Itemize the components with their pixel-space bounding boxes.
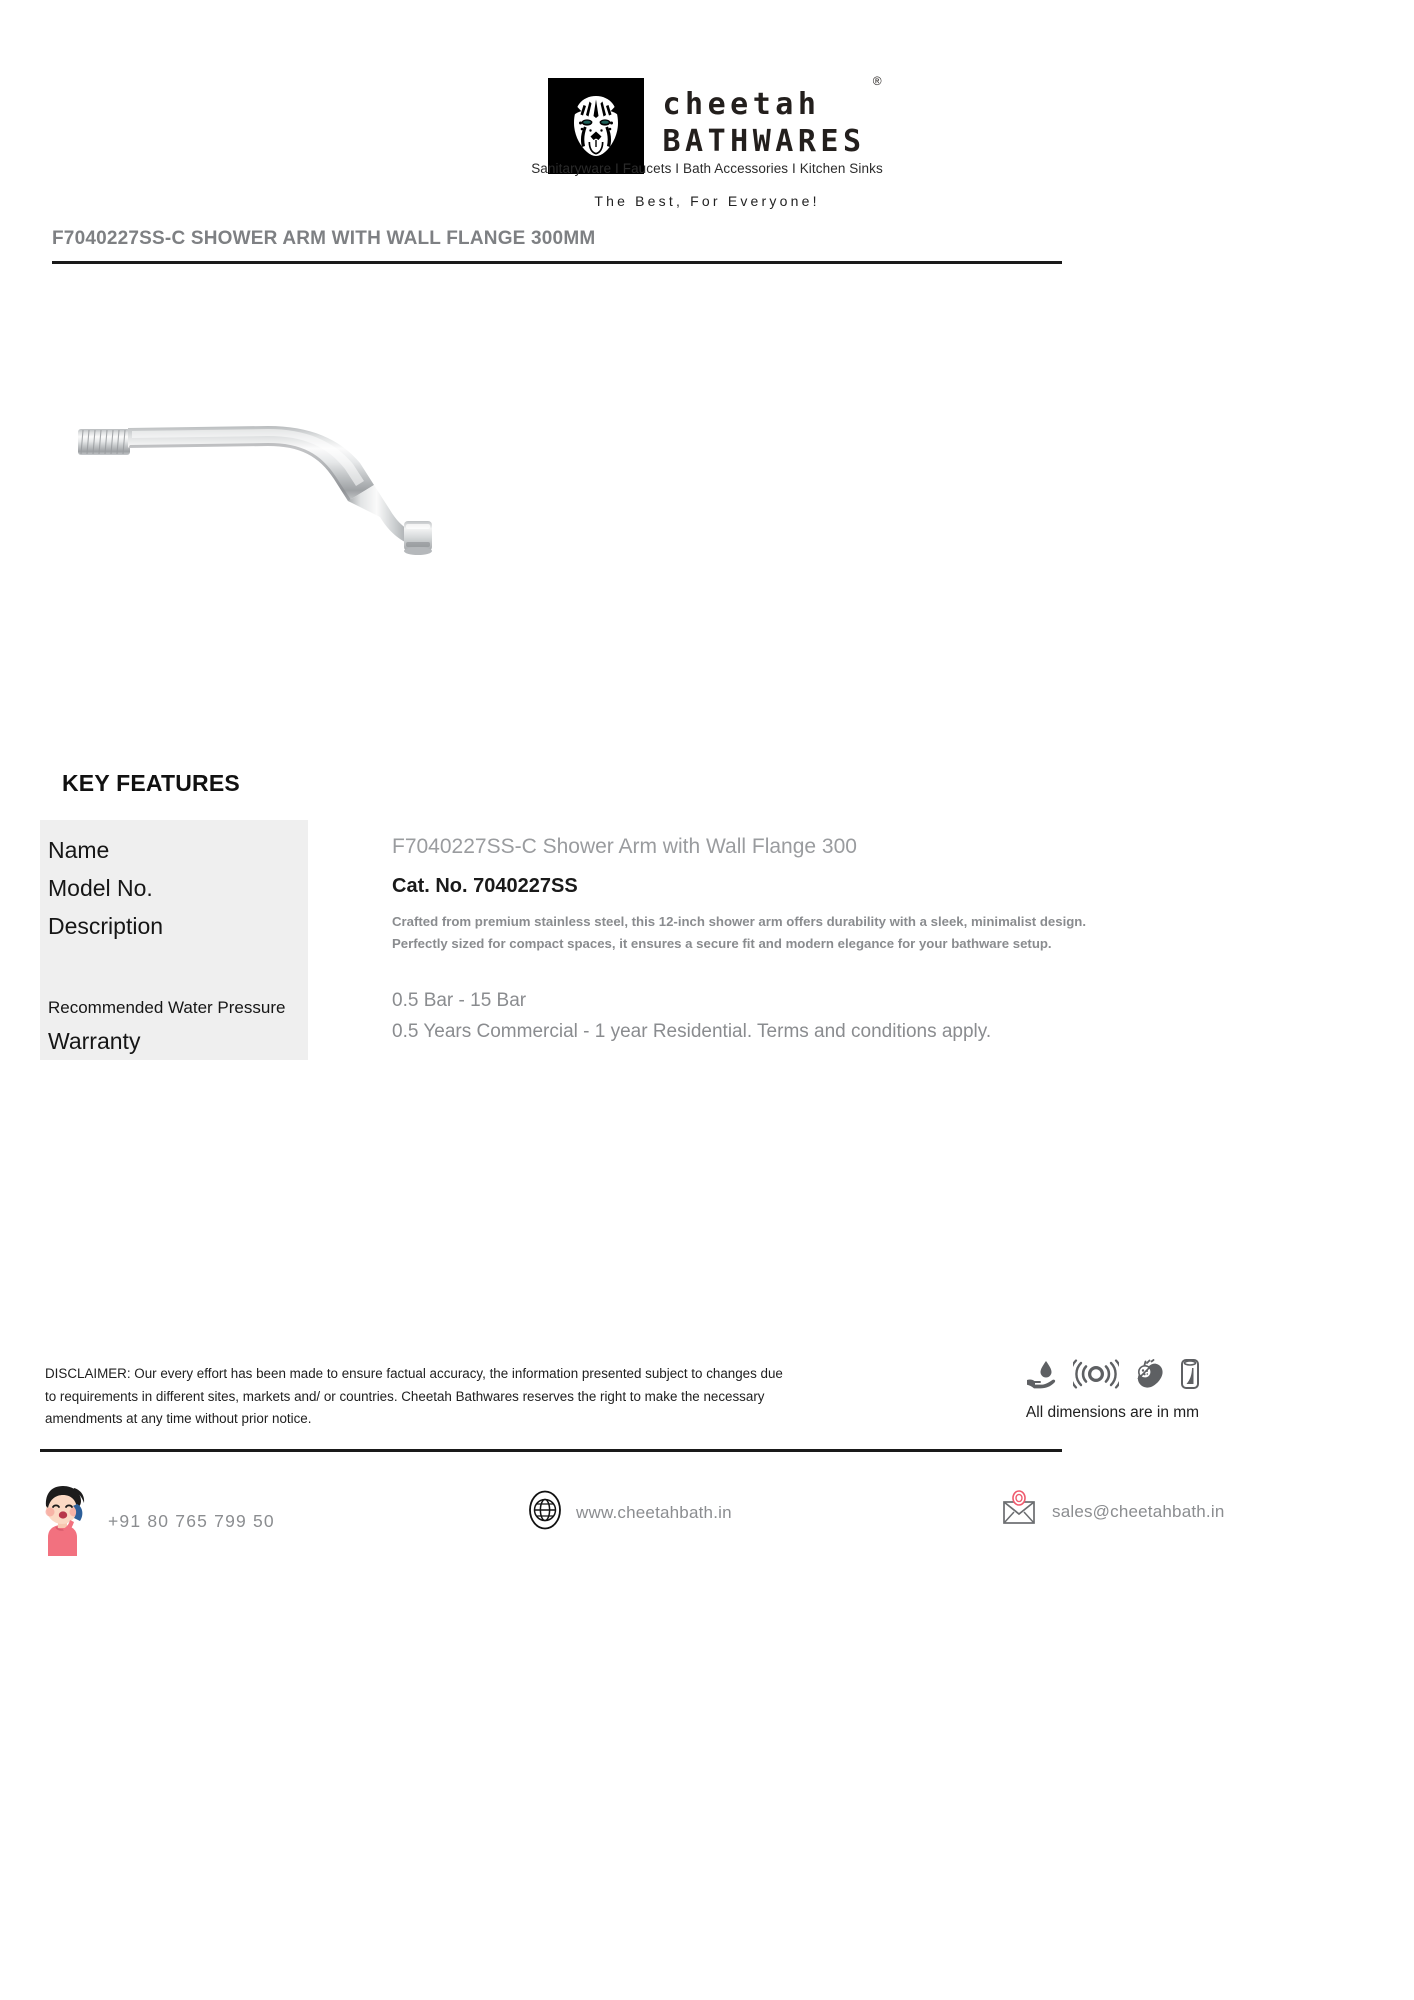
spec-label-water-pressure: Recommended Water Pressure: [48, 998, 286, 1017]
page-title: F7040227SS-C SHOWER ARM WITH WALL FLANGE 300MM: [52, 228, 596, 249]
spec-label-name: Name: [48, 837, 110, 863]
footer-email-address: sales@cheetahbath.in: [1052, 1501, 1225, 1521]
brand-logo: [0, 74, 1414, 174]
page-footer: [0, 1476, 1414, 1566]
dimensions-note-block: [860, 1356, 1365, 1422]
spec-labels-column: [40, 820, 308, 1060]
footer-email[interactable]: [1000, 1490, 1224, 1533]
anti-bacterial-hand-icon: [1133, 1359, 1165, 1394]
brand-categories-tagline: Sanitaryware I Faucets I Bath Accessories I Kitchen Sinks: [531, 161, 883, 176]
brand-name-line2: BATHWARES: [662, 124, 866, 159]
spec-value-description: Crafted from premium stainless steel, this 12-inch shower arm offers durability with a sleek, minimalist design. Perfectly sized for compact spaces, it ensures a secure fit and modern elegance for your bathware setup.: [392, 914, 1087, 951]
product-title-bar: [52, 228, 1062, 264]
specifications-table: [40, 820, 1102, 1060]
footer-phone[interactable]: [36, 1482, 275, 1561]
registered-trademark-icon: ®: [872, 74, 882, 88]
footer-website[interactable]: [528, 1490, 732, 1535]
sensor-waves-icon: [1073, 1359, 1119, 1394]
cheetah-face-icon: [548, 78, 644, 174]
spec-label-description: Description: [48, 913, 164, 939]
spec-value-name: F7040227SS-C Shower Arm with Wall Flange 300: [392, 835, 857, 858]
shower-arm-product-image: [72, 395, 492, 560]
title-divider: [52, 261, 1062, 264]
spec-value-model-no: Cat. No. 7040227SS: [392, 875, 578, 897]
disclaimer-text: DISCLAIMER: Our every effort has been made to ensure factual accuracy, the information presented subject to changes due to requirements in different sites, markets and/ or countries. Cheetah Bathwares reserves the right to make the necessary amendments at any time without prior notice.: [45, 1366, 783, 1426]
water-saving-hand-icon: [1025, 1359, 1059, 1394]
brand-slogan: The Best, For Everyone!: [594, 193, 820, 209]
footer-website-url: www.cheetahbath.in: [576, 1502, 732, 1522]
envelope-at-icon: [1000, 1490, 1038, 1533]
spec-value-water-pressure: 0.5 Bar - 15 Bar: [392, 990, 527, 1011]
footer-divider: [40, 1449, 1062, 1452]
spec-label-model-no: Model No.: [48, 875, 153, 901]
cartridge-icon: [1179, 1358, 1201, 1395]
product-image-area: [52, 300, 1062, 740]
globe-icon: [528, 1490, 562, 1535]
footer-phone-number: +91 80 765 799 50: [108, 1511, 275, 1531]
brand-wordmark: [662, 74, 882, 160]
person-on-phone-icon: [36, 1482, 94, 1561]
key-features-heading: KEY FEATURES: [62, 770, 240, 796]
feature-icon-row: [860, 1356, 1365, 1396]
spec-value-warranty: 0.5 Years Commercial - 1 year Residential. Terms and conditions apply.: [392, 1021, 992, 1042]
brand-name-line1: cheetah: [662, 87, 821, 122]
spec-label-warranty: Warranty: [48, 1028, 141, 1054]
dimensions-note: All dimensions are in mm: [1025, 1404, 1200, 1421]
